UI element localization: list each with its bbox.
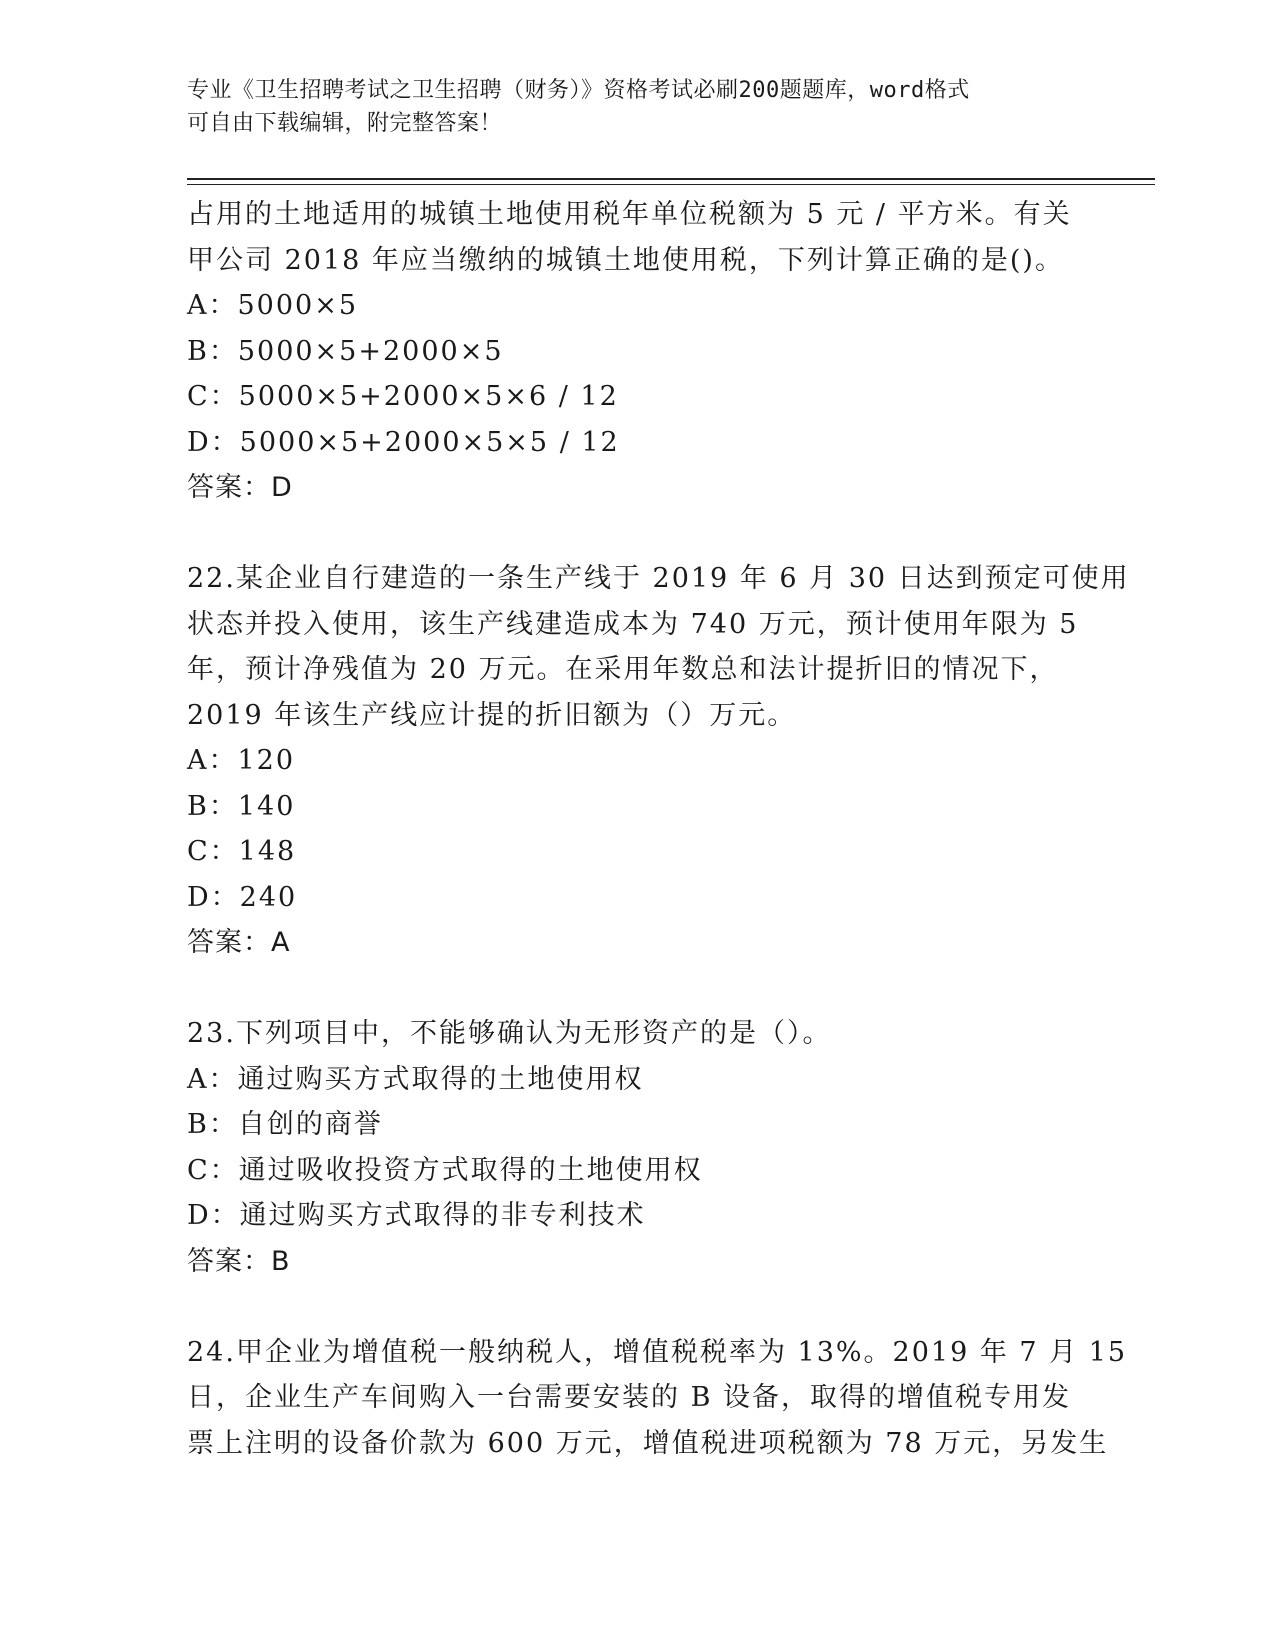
option-label: A：	[187, 290, 238, 321]
header-line-1: 专业《卫生招聘考试之卫生招聘（财务）》资格考试必刷200题题库，word格式	[187, 78, 970, 103]
header-divider	[187, 178, 1155, 180]
option-label: D：	[187, 426, 240, 458]
option-label: B：	[187, 790, 238, 822]
question-stem-line: 票上注明的设备价款为 600 万元，增值税进项税额为 78 万元，另发生	[187, 1427, 1109, 1459]
question-stem-line: 24.甲企业为增值税一般纳税人，增值税税率为 13%。2019 年 7 月 15	[187, 1336, 1128, 1368]
option-a	[187, 283, 1087, 329]
option-d	[187, 875, 1087, 921]
header-line-2: 可自由下载编辑，附完整答案！	[187, 111, 503, 136]
option-text: 120	[237, 745, 296, 776]
option-text: 140	[237, 790, 296, 822]
option-d	[187, 1193, 1087, 1239]
option-b	[187, 1102, 1087, 1148]
option-text: 240	[239, 881, 298, 913]
question-24	[187, 1330, 1128, 1467]
question-stem-line: 22.某企业自行建造的一条生产线于 2019 年 6 月 30 日达到预定可使用	[187, 563, 1130, 594]
option-label: B：	[187, 1109, 238, 1140]
option-label: C：	[187, 836, 239, 867]
option-b	[187, 329, 1087, 375]
answer: 答案：D	[187, 472, 293, 503]
header-divider-thin	[187, 184, 1155, 185]
option-c	[187, 829, 1087, 875]
option-a	[187, 738, 1087, 784]
question-stem-line: 23.下列项目中，不能够确认为无形资产的是（）。	[187, 1018, 832, 1049]
option-label: C：	[187, 1154, 239, 1186]
question-22	[187, 556, 1130, 966]
option-text: 5000×5+2000×5×5 / 12	[239, 426, 620, 458]
question-stem-line: 占用的土地适用的城镇土地使用税年单位税额为 5 元 / 平方米。有关	[187, 199, 1072, 230]
option-label: A：	[187, 1063, 238, 1095]
option-text: 5000×5+2000×5×6 / 12	[238, 381, 619, 412]
option-label: C：	[187, 381, 239, 412]
option-label: B：	[187, 335, 238, 367]
option-label: D：	[187, 1200, 240, 1231]
option-d	[187, 420, 1087, 466]
option-c	[187, 1148, 1087, 1194]
answer: 答案：B	[187, 1245, 291, 1277]
question-stem-line: 日，企业生产车间购入一台需要安装的 B 设备，取得的增值税专用发	[187, 1382, 1072, 1413]
option-c	[187, 374, 1087, 420]
document-header	[187, 74, 1067, 140]
answer: 答案：A	[187, 927, 291, 958]
question-21	[187, 192, 1087, 511]
option-text: 通过购买方式取得的非专利技术	[239, 1200, 646, 1231]
option-text: 自创的商誉	[237, 1109, 383, 1140]
option-text: 5000×5+2000×5	[237, 335, 504, 367]
option-label: A：	[187, 745, 238, 776]
question-stem-line: 状态并投入使用，该生产线建造成本为 740 万元，预计使用年限为 5	[187, 608, 1079, 640]
option-b	[187, 784, 1087, 830]
question-content	[187, 192, 1130, 1466]
question-stem-line: 2019 年该生产线应计提的折旧额为（）万元。	[187, 699, 797, 731]
option-text: 148	[238, 836, 297, 867]
option-text: 通过购买方式取得的土地使用权	[237, 1063, 644, 1095]
question-23	[187, 1011, 1087, 1284]
option-label: D：	[187, 881, 240, 913]
option-a	[187, 1057, 1087, 1103]
question-stem-line: 年，预计净残值为 20 万元。在采用年数总和法计提折旧的情况下，	[187, 654, 1059, 685]
question-stem-line: 甲公司 2018 年应当缴纳的城镇土地使用税，下列计算正确的是()。	[187, 244, 1064, 276]
option-text: 通过吸收投资方式取得的土地使用权	[238, 1154, 703, 1186]
option-text: 5000×5	[237, 290, 359, 321]
